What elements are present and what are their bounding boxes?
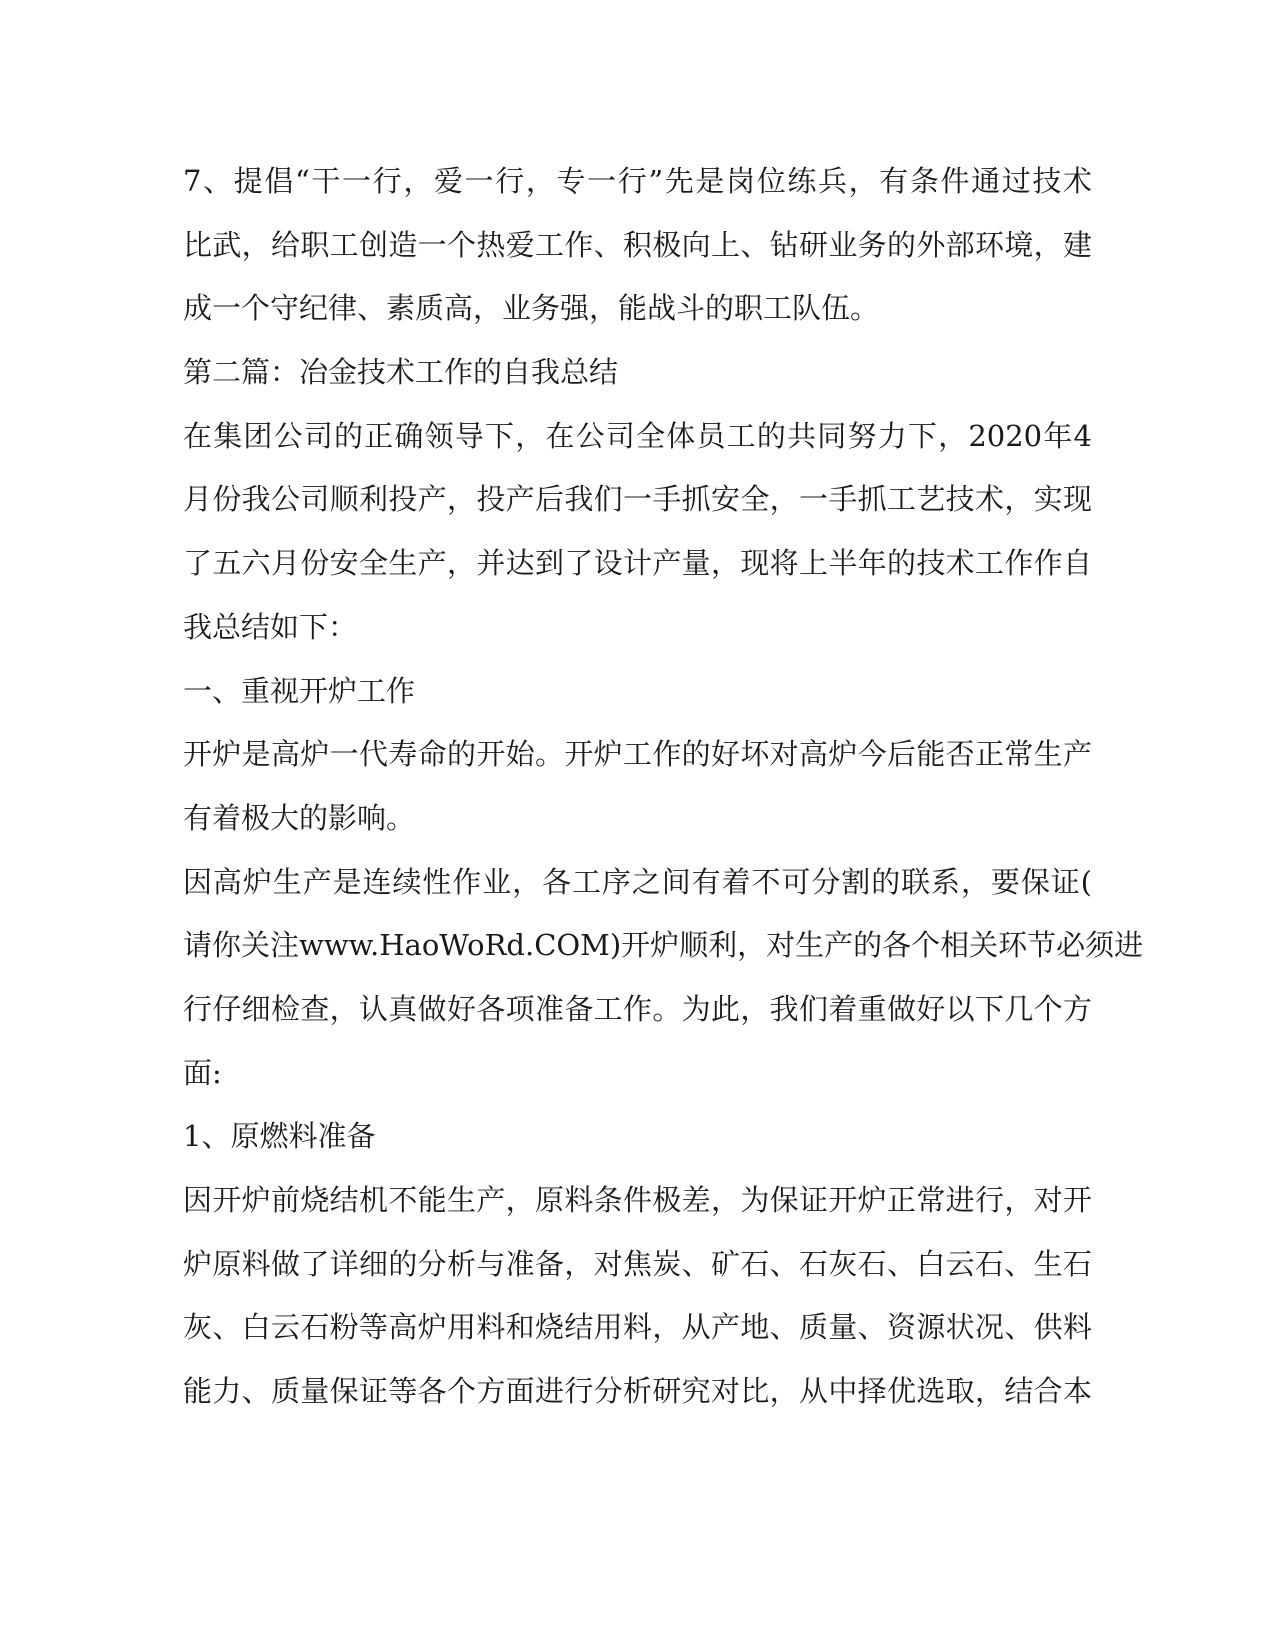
text-line-11: 有着极大的影响。 bbox=[183, 800, 416, 835]
text-line-14: 行仔细检查，认真做好各项准备工作。为此，我们着重做好以下几个方 bbox=[183, 991, 1092, 1026]
text-line-18: 炉原料做了详细的分析与准备，对焦炭、矿石、石灰石、白云石、生石 bbox=[183, 1246, 1092, 1281]
text-line-12: 因高炉生产是连续性作业，各工序之间有着不可分割的联系，要保证( bbox=[183, 864, 1092, 899]
text-line-17: 因开炉前烧结机不能生产，原料条件极差，为保证开炉正常进行，对开 bbox=[183, 1183, 1092, 1217]
subsection-heading-2: 1、原燃料准备 bbox=[183, 1119, 376, 1154]
subsection-heading-1: 一、重视开炉工作 bbox=[183, 673, 416, 708]
text-line-13: 请你关注www.HaoWoRd.COM)开炉顺利，对生产的各个相关环节必须进 bbox=[183, 928, 1144, 963]
text-line-8: 我总结如下： bbox=[183, 609, 358, 644]
text-line-3: 成一个守纪律、素质高，业务强，能战斗的职工队伍。 bbox=[183, 291, 880, 326]
text-line-2: 比武，给职工创造一个热爱工作、积极向上、钻研业务的外部环境，建 bbox=[183, 227, 1092, 262]
text-line-20: 能力、质量保证等各个方面进行分析研究对比，从中择优选取，结合本 bbox=[183, 1374, 1092, 1409]
section-heading: 第二篇：冶金技术工作的自我总结 bbox=[183, 355, 619, 390]
text-line-7: 了五六月份安全生产，并达到了设计产量，现将上半年的技术工作作自 bbox=[183, 546, 1092, 581]
text-line-19: 灰、白云石粉等高炉用料和烧结用料，从产地、质量、资源状况、供料 bbox=[183, 1310, 1092, 1345]
text-line-15: 面: bbox=[183, 1055, 222, 1090]
text-line-6: 月份我公司顺利投产，投产后我们一手抓安全，一手抓工艺技术，实现 bbox=[183, 482, 1092, 517]
text-line-5: 在集团公司的正确领导下，在公司全体员工的共同努力下，2020年4 bbox=[183, 418, 1092, 453]
text-line-10: 开炉是高炉一代寿命的开始。开炉工作的好坏对高炉今后能否正常生产 bbox=[183, 737, 1092, 772]
text-line-1: 7、提倡“干一行，爱一行，专一行”先是岗位练兵，有条件通过技术 bbox=[183, 164, 1092, 198]
